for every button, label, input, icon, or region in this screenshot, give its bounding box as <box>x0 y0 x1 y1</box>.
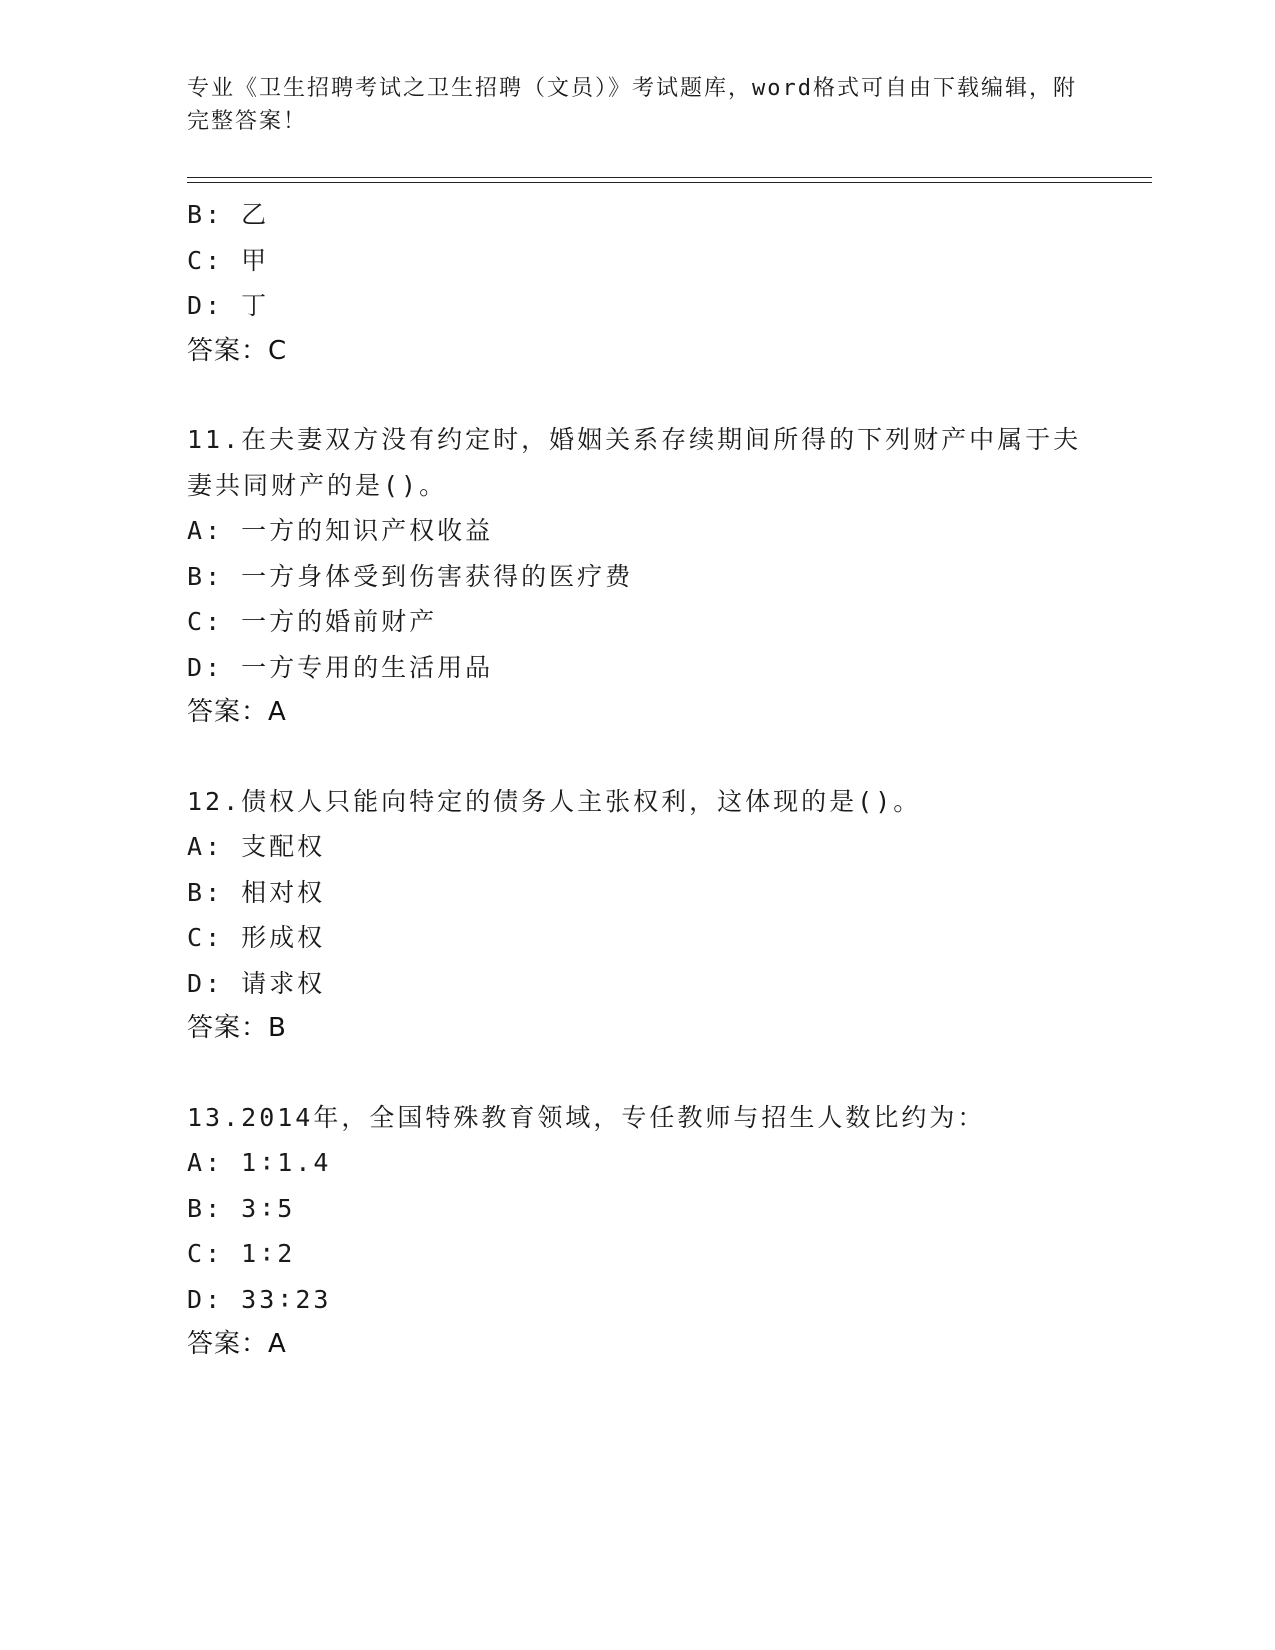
answer-line <box>187 1322 1087 1368</box>
option-label: A <box>187 516 206 545</box>
option-a: A: 支配权 <box>187 832 326 861</box>
header-rule-bottom <box>187 182 1152 183</box>
answer-label: 答案： <box>187 1013 269 1043</box>
question-12 <box>187 779 1087 1052</box>
question-text: 12.债权人只能向特定的债务人主张权利，这体现的是()。 <box>187 786 922 816</box>
option-text: 一方的知识产权收益 <box>241 516 494 545</box>
answer-label: 答案： <box>187 1329 269 1359</box>
option-text: 一方的婚前财产 <box>241 607 438 636</box>
option-label: B <box>187 561 206 591</box>
option-a: A: 1∶1.4 <box>187 1148 332 1177</box>
option-label: B <box>187 877 206 907</box>
question-text: 13.2014年，全国特殊教育领域，专任教师与招生人数比约为： <box>187 1102 986 1132</box>
option-text: 乙 <box>241 200 270 229</box>
option-text: 形成权 <box>241 923 326 952</box>
header-rule-top <box>187 177 1152 178</box>
option-a: A: 一方的知识产权收益 <box>187 516 494 545</box>
answer-value: A <box>268 697 287 727</box>
answer-value: C <box>268 335 288 366</box>
question-text: 11.在夫妻双方没有约定时，婚姻关系存续期间所得的下列财产中属于夫妻共同财产的是()。 <box>187 425 1082 500</box>
option-text: 一方专用的生活用品 <box>241 652 494 682</box>
prev-question <box>187 192 1087 374</box>
question-11 <box>187 417 1087 736</box>
option-c: C: 1∶2 <box>187 1239 296 1268</box>
answer-line <box>187 690 1087 736</box>
answer-label: 答案： <box>187 335 269 366</box>
option-label: C <box>187 923 206 952</box>
option-text: 丁 <box>241 291 270 320</box>
option-text: 相对权 <box>241 877 326 907</box>
spacer <box>187 374 1087 417</box>
option-label: A <box>187 1148 206 1177</box>
option-label: C <box>187 607 206 636</box>
option-label: A <box>187 832 206 861</box>
option-label: B <box>187 1193 206 1223</box>
option-b: B: 相对权 <box>187 877 326 907</box>
option-text: 支配权 <box>241 832 326 861</box>
option-text: 甲 <box>241 245 270 275</box>
document-header: 专业《卫生招聘考试之卫生招聘（文员）》考试题库，word格式可自由下载编辑，附完整答案！ <box>187 76 1077 134</box>
spacer <box>187 736 1087 779</box>
option-text: 1∶1.4 <box>241 1148 332 1177</box>
option-text: 1∶2 <box>241 1239 296 1268</box>
spacer <box>187 1052 1087 1095</box>
option-b: B: 3∶5 <box>187 1193 296 1223</box>
option-label: D <box>187 968 206 998</box>
option-label: D <box>187 1284 206 1314</box>
option-c: C: 形成权 <box>187 923 326 952</box>
option-text: 一方身体受到伤害获得的医疗费 <box>241 561 634 591</box>
option-d: D: 丁 <box>187 291 270 320</box>
option-label: D <box>187 652 206 682</box>
answer-value: A <box>268 1329 287 1359</box>
option-label: C <box>187 245 206 275</box>
option-c: C: 甲 <box>187 245 270 275</box>
option-b: B: 一方身体受到伤害获得的医疗费 <box>187 561 634 591</box>
option-label: B <box>187 200 206 229</box>
option-d: D: 一方专用的生活用品 <box>187 652 494 682</box>
question-list <box>187 192 1087 1368</box>
option-d: D: 33∶23 <box>187 1284 332 1314</box>
question-13 <box>187 1095 1087 1368</box>
option-label: D <box>187 291 206 320</box>
option-d: D: 请求权 <box>187 968 326 998</box>
answer-line <box>187 1006 1087 1052</box>
answer-value: B <box>268 1013 287 1043</box>
option-label: C <box>187 1239 206 1268</box>
answer-label: 答案： <box>187 697 269 727</box>
option-text: 3∶5 <box>241 1193 296 1223</box>
option-text: 33∶23 <box>241 1284 332 1314</box>
answer-line <box>187 329 1087 375</box>
option-text: 请求权 <box>241 968 326 998</box>
option-c: C: 一方的婚前财产 <box>187 607 438 636</box>
option-b: B: 乙 <box>187 200 270 229</box>
